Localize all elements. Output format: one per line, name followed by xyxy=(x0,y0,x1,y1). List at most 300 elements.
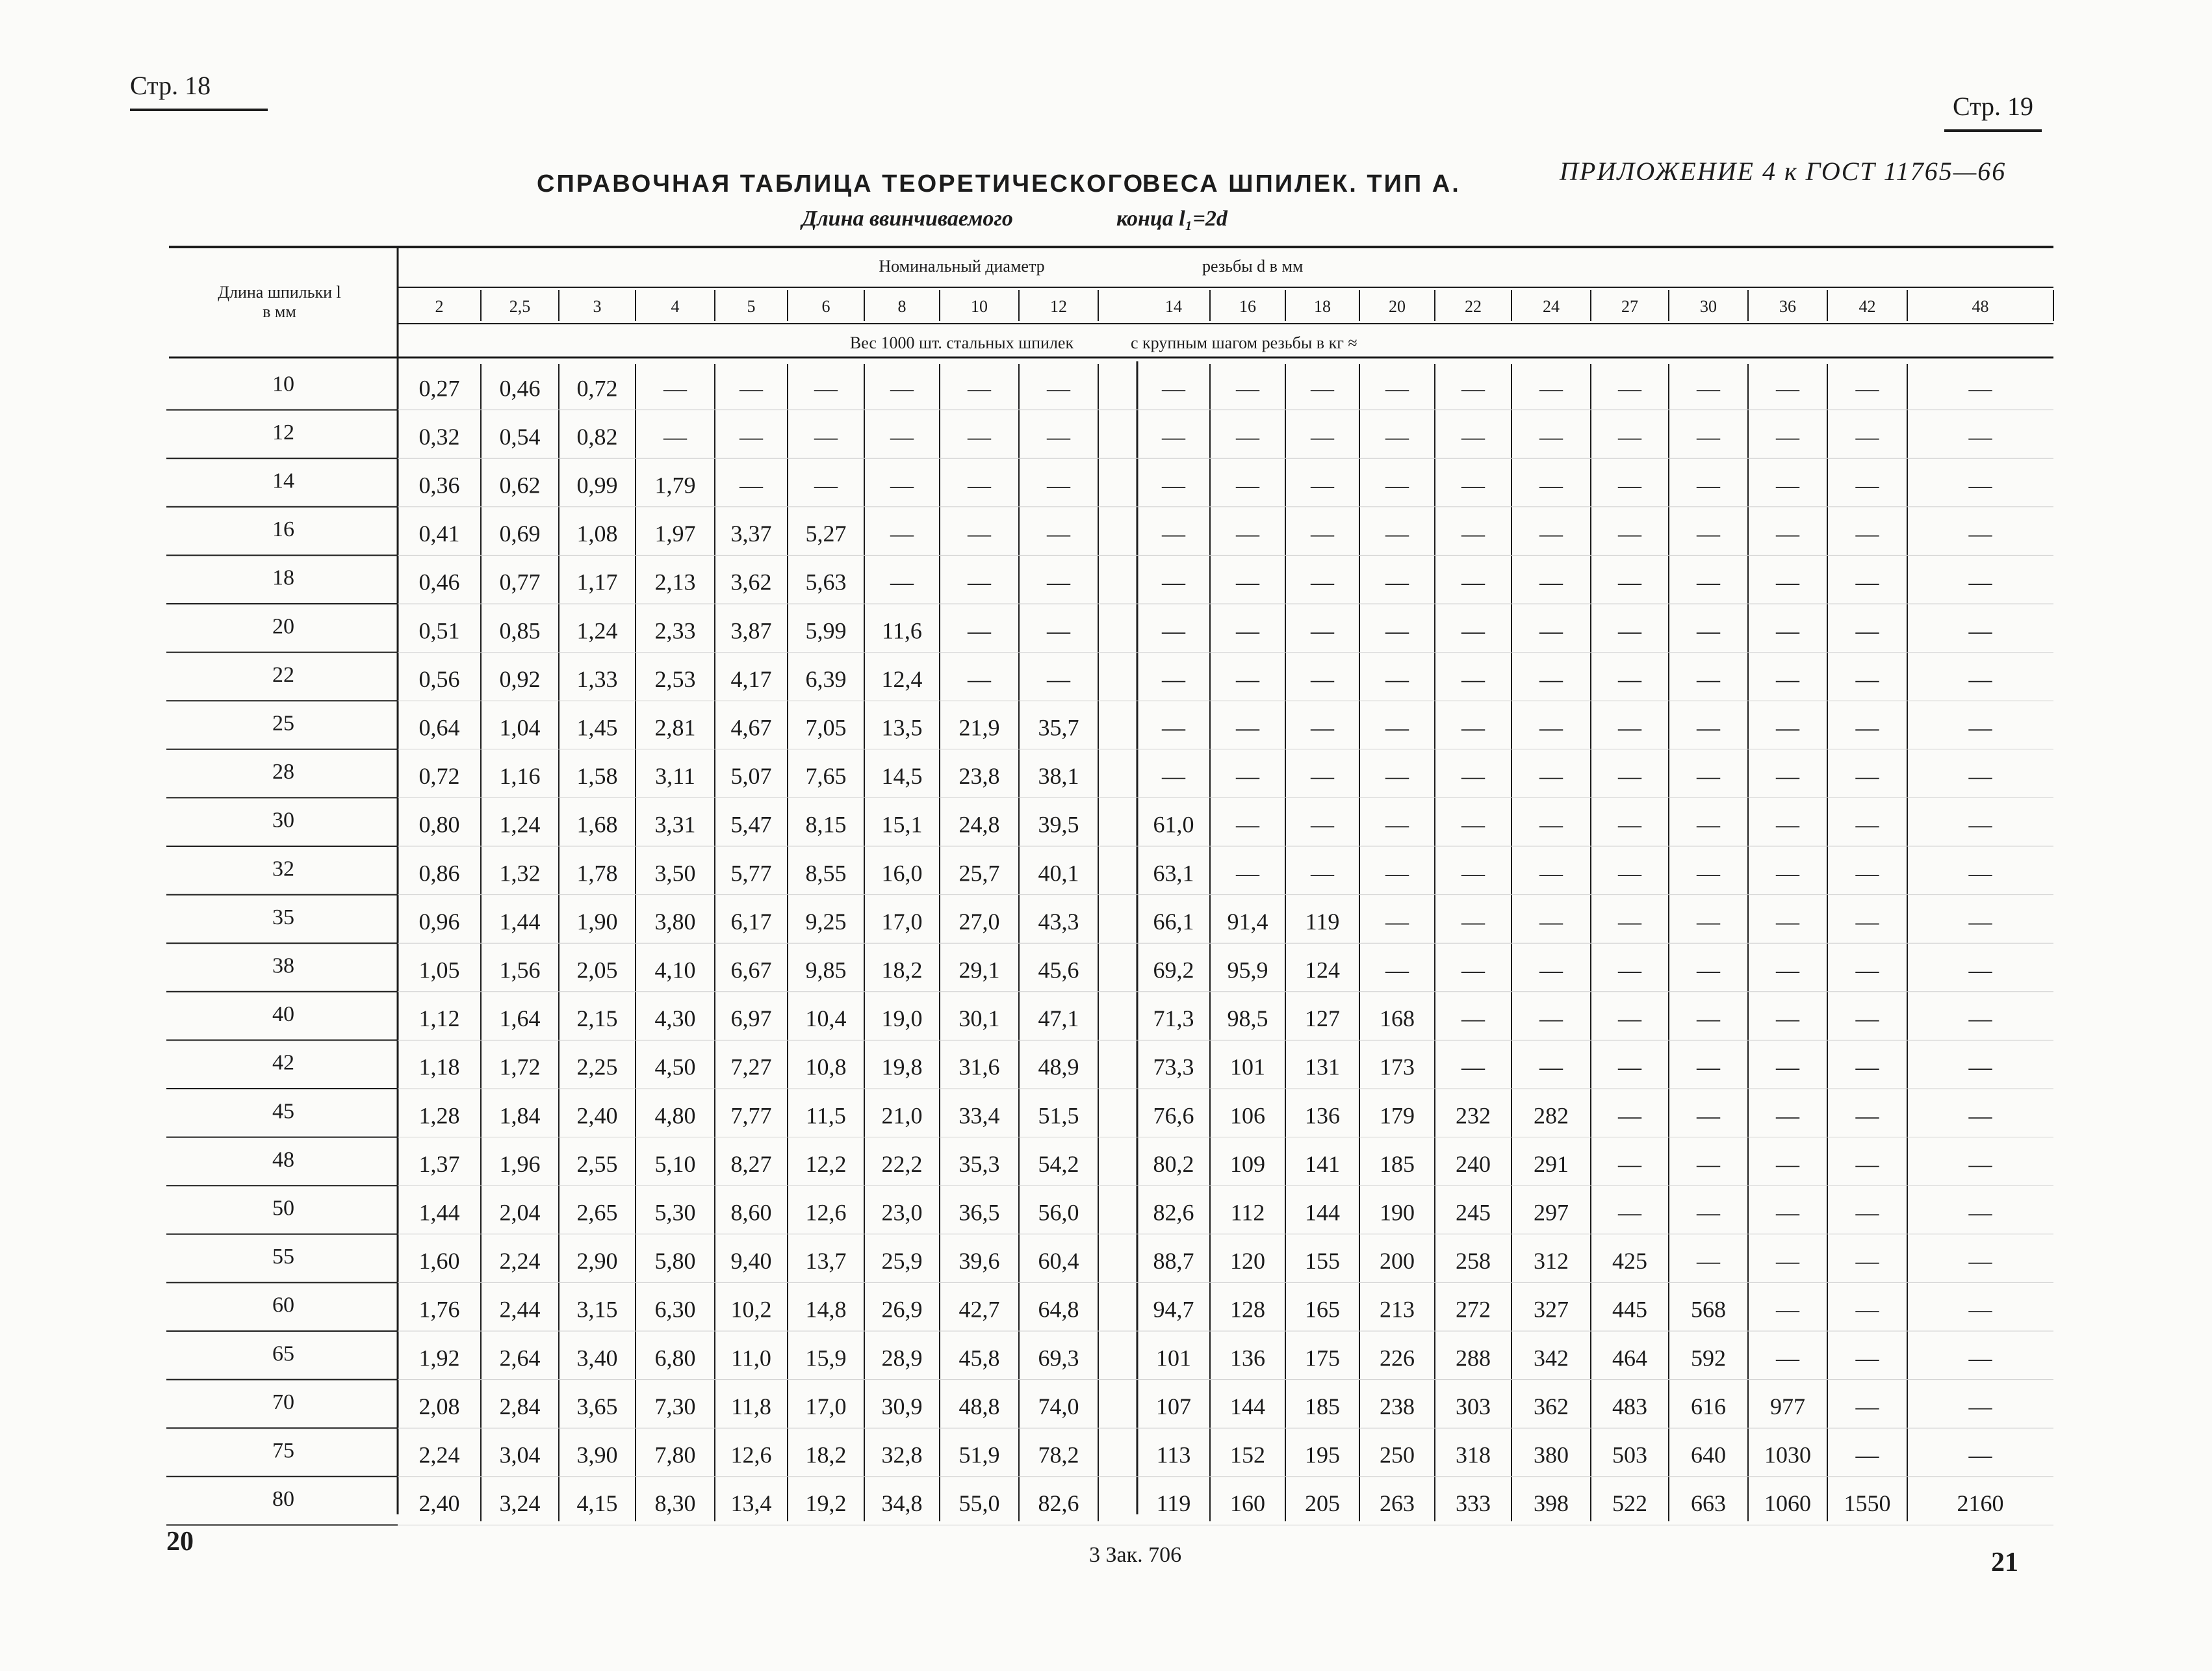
table-cell: 1550 xyxy=(1844,1490,1891,1517)
table-cell: 0,72 xyxy=(418,763,460,790)
table-cell: — xyxy=(1236,811,1259,838)
table-cell: 26,9 xyxy=(881,1296,923,1323)
table-cell: — xyxy=(1776,1345,1799,1371)
table-cell: — xyxy=(968,617,991,644)
table-cell: — xyxy=(663,423,687,450)
table-cell: 362 xyxy=(1534,1393,1569,1419)
table-cell: — xyxy=(1461,666,1485,692)
table-cell: 82,6 xyxy=(1038,1490,1079,1517)
table-cell: — xyxy=(1855,1005,1879,1032)
table-cell: — xyxy=(1618,1005,1641,1032)
table-cell: — xyxy=(739,423,763,450)
table-cell: — xyxy=(1385,763,1409,790)
table-cell: — xyxy=(1776,1150,1799,1177)
table-subtitle-part2: конца l₁=2d xyxy=(1116,207,1228,231)
table-cell: — xyxy=(1855,714,1879,741)
table-cell: 2,44 xyxy=(499,1296,541,1323)
table-cell: 1,56 xyxy=(499,957,541,983)
table-cell: 0,54 xyxy=(499,423,541,450)
diameter-header: 4 xyxy=(671,297,680,316)
table-cell: 1,84 xyxy=(499,1102,541,1129)
table-cell: — xyxy=(1855,666,1879,692)
table-cell: — xyxy=(1968,375,1992,402)
table-cell: 8,55 xyxy=(805,860,847,887)
table-cell: — xyxy=(1311,714,1334,741)
table-cell: — xyxy=(890,569,914,595)
table-cell: — xyxy=(1855,957,1879,983)
diameter-header: 12 xyxy=(1050,297,1067,316)
table-cell: 1,97 xyxy=(654,521,696,547)
table-cell: 5,47 xyxy=(730,811,772,838)
table-cell: — xyxy=(1539,860,1563,887)
table-cell: 1,37 xyxy=(418,1150,460,1177)
table-cell: 5,99 xyxy=(805,617,847,644)
diameter-header: 22 xyxy=(1465,297,1482,316)
table-cell: — xyxy=(1539,472,1563,499)
table-cell: — xyxy=(1162,714,1185,741)
table-cell: — xyxy=(1539,569,1563,595)
diameter-header: 3 xyxy=(593,297,602,316)
table-cell: — xyxy=(1697,714,1720,741)
table-cell: — xyxy=(1618,1150,1641,1177)
table-cell: — xyxy=(1776,908,1799,935)
table-cell: — xyxy=(968,521,991,547)
table-cell: 0,56 xyxy=(418,666,460,692)
table-cell: 1,18 xyxy=(418,1054,460,1080)
table-cell: 0,41 xyxy=(418,521,460,547)
table-cell: — xyxy=(1385,811,1409,838)
table-cell: — xyxy=(1539,714,1563,741)
table-cell: 2,15 xyxy=(576,1005,618,1032)
table-cell: 3,15 xyxy=(576,1296,618,1323)
table-cell: 91,4 xyxy=(1227,908,1268,935)
table-cell: 1,92 xyxy=(418,1345,460,1371)
table-cell: 76,6 xyxy=(1153,1102,1194,1129)
table-cell: 30,9 xyxy=(881,1393,923,1419)
diameter-header: 48 xyxy=(1972,297,1989,316)
table-cell: — xyxy=(1697,1102,1720,1129)
table-cell: 4,10 xyxy=(654,957,696,983)
table-cell: 32,8 xyxy=(881,1442,923,1468)
table-cell: 2160 xyxy=(1957,1490,2004,1517)
table-cell: — xyxy=(1539,957,1563,983)
table-cell: 2,33 xyxy=(654,617,696,644)
table-cell: — xyxy=(1539,666,1563,692)
table-cell: 4,50 xyxy=(654,1054,696,1080)
table-cell: — xyxy=(1618,860,1641,887)
table-cell: — xyxy=(1776,1102,1799,1129)
table-cell: 5,30 xyxy=(654,1199,696,1226)
table-cell: — xyxy=(1855,423,1879,450)
table-cell: 327 xyxy=(1534,1296,1569,1323)
diameter-header: 18 xyxy=(1314,297,1331,316)
table-cell: 13,7 xyxy=(805,1248,847,1275)
table-cell: — xyxy=(1697,569,1720,595)
row-header-line1: Длина шпильки l xyxy=(218,283,341,302)
table-cell: — xyxy=(1461,908,1485,935)
table-cell: 0,99 xyxy=(576,472,618,499)
table-cell: 168 xyxy=(1380,1005,1415,1032)
table-cell: 232 xyxy=(1456,1102,1491,1129)
table-cell: 1,33 xyxy=(576,666,618,692)
table-cell: — xyxy=(1047,617,1070,644)
table-cell: — xyxy=(1855,617,1879,644)
table-cell: — xyxy=(1855,1248,1879,1275)
table-cell: 119 xyxy=(1156,1490,1191,1517)
table-cell: — xyxy=(1968,1442,1992,1468)
table-cell: — xyxy=(1776,1054,1799,1080)
table-cell: 39,5 xyxy=(1038,811,1079,838)
table-cell: 112 xyxy=(1230,1199,1265,1226)
table-cell: 3,11 xyxy=(655,763,695,790)
table-cell: — xyxy=(1047,472,1070,499)
table-cell: 152 xyxy=(1230,1442,1265,1468)
table-cell: 7,30 xyxy=(654,1393,696,1419)
table-cell: 27,0 xyxy=(958,908,1000,935)
table-cell: — xyxy=(1968,860,1992,887)
table-cell: 7,05 xyxy=(805,714,847,741)
table-cell: 0,62 xyxy=(499,472,541,499)
table-cell: — xyxy=(1968,714,1992,741)
table-cell: 291 xyxy=(1534,1150,1569,1177)
table-cell: — xyxy=(1968,569,1992,595)
table-cell: 2,05 xyxy=(576,957,618,983)
table-cell: 1,08 xyxy=(576,521,618,547)
table-cell: 2,24 xyxy=(499,1248,541,1275)
table-cell: — xyxy=(1385,860,1409,887)
table-cell: — xyxy=(1968,1393,1992,1419)
table-cell: 82,6 xyxy=(1153,1199,1194,1226)
table-cell: 66,1 xyxy=(1153,908,1194,935)
table-cell: 15,1 xyxy=(881,811,923,838)
table-cell: — xyxy=(1385,375,1409,402)
table-cell: 0,64 xyxy=(418,714,460,741)
diameter-header: 30 xyxy=(1700,297,1717,316)
table-cell: 1,96 xyxy=(499,1150,541,1177)
table-cell: 144 xyxy=(1230,1393,1265,1419)
table-cell: 0,69 xyxy=(499,521,541,547)
table-cell: 195 xyxy=(1305,1442,1340,1468)
table-cell: 94,7 xyxy=(1153,1296,1194,1323)
table-cell: — xyxy=(1618,908,1641,935)
table-cell: 2,40 xyxy=(576,1102,618,1129)
table-cell: 144 xyxy=(1305,1199,1340,1226)
diameter-header: 2,5 xyxy=(509,297,531,316)
table-cell: 12,4 xyxy=(881,666,923,692)
table-cell: 0,36 xyxy=(418,472,460,499)
table-cell: — xyxy=(1697,1150,1720,1177)
table-cell: 4,17 xyxy=(730,666,772,692)
stud-length: 50 xyxy=(272,1196,294,1221)
table-cell: 3,50 xyxy=(654,860,696,887)
right-page-label: Стр. 19 xyxy=(1944,91,2042,132)
table-cell: 0,46 xyxy=(499,375,541,402)
stud-length: 38 xyxy=(272,953,294,978)
table-cell: — xyxy=(1618,666,1641,692)
table-cell: 3,31 xyxy=(654,811,696,838)
table-cell: 1,32 xyxy=(499,860,541,887)
table-cell: — xyxy=(1697,908,1720,935)
table-cell: 3,37 xyxy=(730,521,772,547)
table-cell: — xyxy=(1618,957,1641,983)
table-cell: — xyxy=(1461,763,1485,790)
table-cell: 17,0 xyxy=(881,908,923,935)
table-cell: 120 xyxy=(1230,1248,1265,1275)
table-cell: — xyxy=(890,423,914,450)
table-cell: 12,6 xyxy=(805,1199,847,1226)
unit-header-left: Вес 1000 шт. стальных шпилек xyxy=(849,333,1074,352)
table-cell: 23,8 xyxy=(958,763,1000,790)
table-cell: 0,96 xyxy=(418,908,460,935)
table-cell: — xyxy=(1776,714,1799,741)
table-cell: 31,6 xyxy=(958,1054,1000,1080)
table-cell: 42,7 xyxy=(958,1296,1000,1323)
table-cell: — xyxy=(1236,423,1259,450)
table-cell: 333 xyxy=(1456,1490,1491,1517)
table-cell: — xyxy=(1236,763,1259,790)
table-subtitle-part1: Длина ввинчиваемого xyxy=(802,207,1013,231)
table-cell: — xyxy=(1855,860,1879,887)
group-header-left: Номинальный диаметр xyxy=(879,257,1045,276)
table-cell: 2,08 xyxy=(418,1393,460,1419)
table-cell: — xyxy=(1461,617,1485,644)
table-cell: — xyxy=(1776,569,1799,595)
table-cell: — xyxy=(1539,1005,1563,1032)
table-cell: 6,17 xyxy=(730,908,772,935)
table-cell: — xyxy=(968,569,991,595)
table-cell: — xyxy=(1968,423,1992,450)
stud-length: 18 xyxy=(272,565,294,590)
table-cell: — xyxy=(1968,1150,1992,1177)
table-cell: 7,65 xyxy=(805,763,847,790)
table-cell: — xyxy=(1461,521,1485,547)
table-cell: 124 xyxy=(1305,957,1340,983)
table-cell: — xyxy=(1618,521,1641,547)
table-cell: — xyxy=(1236,569,1259,595)
table-cell: — xyxy=(1162,472,1185,499)
table-cell: — xyxy=(1539,375,1563,402)
table-cell: 4,30 xyxy=(654,1005,696,1032)
table-cell: 18,2 xyxy=(881,957,923,983)
table-cell: 10,4 xyxy=(805,1005,847,1032)
table-cell: 0,86 xyxy=(418,860,460,887)
table-cell: 101 xyxy=(1230,1054,1265,1080)
table-cell: — xyxy=(739,472,763,499)
table-cell: 0,77 xyxy=(499,569,541,595)
table-cell: 3,80 xyxy=(654,908,696,935)
table-cell: — xyxy=(1697,472,1720,499)
table-cell: 128 xyxy=(1230,1296,1265,1323)
table-cell: — xyxy=(1968,666,1992,692)
stud-length: 42 xyxy=(272,1050,294,1075)
table-cell: 7,77 xyxy=(730,1102,772,1129)
table-cell: 1,16 xyxy=(499,763,541,790)
table-cell: 568 xyxy=(1691,1296,1726,1323)
table-cell: 19,2 xyxy=(805,1490,847,1517)
table-cell: 64,8 xyxy=(1038,1296,1079,1323)
table-cell: — xyxy=(1162,569,1185,595)
table-cell: 9,40 xyxy=(730,1248,772,1275)
table-cell: 3,40 xyxy=(576,1345,618,1371)
table-cell: 2,65 xyxy=(576,1199,618,1226)
table-cell: 4,67 xyxy=(730,714,772,741)
table-cell: 8,60 xyxy=(730,1199,772,1226)
table-cell: 11,8 xyxy=(731,1393,771,1419)
table-cell: 245 xyxy=(1456,1199,1491,1226)
table-cell: — xyxy=(1697,1199,1720,1226)
table-cell: — xyxy=(814,423,838,450)
table-cell: — xyxy=(1311,666,1334,692)
table-cell: 25,9 xyxy=(881,1248,923,1275)
table-cell: 16,0 xyxy=(881,860,923,887)
table-cell: 380 xyxy=(1534,1442,1569,1468)
table-cell: — xyxy=(1539,908,1563,935)
table-cell: 464 xyxy=(1612,1345,1647,1371)
table-cell: — xyxy=(1855,472,1879,499)
table-cell: 106 xyxy=(1230,1102,1265,1129)
table-cell: — xyxy=(1855,1054,1879,1080)
table-cell: — xyxy=(1776,423,1799,450)
table-cell: 1,60 xyxy=(418,1248,460,1275)
table-cell: 179 xyxy=(1380,1102,1415,1129)
table-cell: — xyxy=(1461,569,1485,595)
table-cell: — xyxy=(1539,423,1563,450)
table-cell: 173 xyxy=(1380,1054,1415,1080)
table-cell: 43,3 xyxy=(1038,908,1079,935)
table-cell: — xyxy=(1618,617,1641,644)
table-cell: 113 xyxy=(1156,1442,1191,1468)
table-cell: 101 xyxy=(1156,1345,1191,1371)
stud-length: 40 xyxy=(272,1002,294,1027)
table-cell: — xyxy=(1855,1296,1879,1323)
table-cell: — xyxy=(1461,375,1485,402)
table-cell: — xyxy=(1385,521,1409,547)
table-cell: — xyxy=(1776,957,1799,983)
diameter-header: 8 xyxy=(897,297,907,316)
table-cell: 88,7 xyxy=(1153,1248,1194,1275)
table-cell: 8,30 xyxy=(654,1490,696,1517)
stud-length: 14 xyxy=(272,469,294,493)
table-cell: — xyxy=(1162,375,1185,402)
table-cell: — xyxy=(1311,617,1334,644)
table-cell: 69,3 xyxy=(1038,1345,1079,1371)
table-cell: — xyxy=(1236,375,1259,402)
table-cell: — xyxy=(890,472,914,499)
table-cell: — xyxy=(1618,423,1641,450)
table-cell: 35,3 xyxy=(958,1150,1000,1177)
table-cell: — xyxy=(1461,1054,1485,1080)
table-cell: — xyxy=(1855,763,1879,790)
diameter-header: 2 xyxy=(435,297,444,316)
table-cell: — xyxy=(1618,1054,1641,1080)
table-cell: 55,0 xyxy=(958,1490,1000,1517)
table-cell: 205 xyxy=(1305,1490,1340,1517)
table-cell: 11,5 xyxy=(806,1102,846,1129)
table-cell: — xyxy=(1539,617,1563,644)
diameter-header: 24 xyxy=(1543,297,1560,316)
table-cell: — xyxy=(890,521,914,547)
table-cell: — xyxy=(1697,763,1720,790)
table-cell: — xyxy=(1855,521,1879,547)
table-cell: — xyxy=(1236,617,1259,644)
table-cell: 6,30 xyxy=(654,1296,696,1323)
table-cell: 45,8 xyxy=(958,1345,1000,1371)
table-cell: 63,1 xyxy=(1153,860,1194,887)
table-cell: — xyxy=(1385,617,1409,644)
table-cell: — xyxy=(1968,1296,1992,1323)
table-cell: — xyxy=(1162,423,1185,450)
table-cell: — xyxy=(1236,666,1259,692)
table-cell: 155 xyxy=(1305,1248,1340,1275)
table-cell: 1,58 xyxy=(576,763,618,790)
table-cell: — xyxy=(1697,1248,1720,1275)
table-cell: — xyxy=(1855,1199,1879,1226)
table-cell: — xyxy=(1539,811,1563,838)
table-cell: — xyxy=(1618,1199,1641,1226)
table-cell: 1060 xyxy=(1764,1490,1811,1517)
table-cell: — xyxy=(1618,714,1641,741)
table-cell: — xyxy=(1311,763,1334,790)
table-cell: — xyxy=(968,375,991,402)
table-cell: 1,05 xyxy=(418,957,460,983)
table-cell: 303 xyxy=(1456,1393,1491,1419)
table-cell: — xyxy=(1047,521,1070,547)
table-cell: 51,9 xyxy=(958,1442,1000,1468)
table-cell: — xyxy=(1776,521,1799,547)
table-cell: 2,55 xyxy=(576,1150,618,1177)
unit-header-right: с крупным шагом резьбы в кг ≈ xyxy=(1131,333,1357,352)
table-cell: — xyxy=(814,375,838,402)
table-cell: 190 xyxy=(1380,1199,1415,1226)
table-cell: — xyxy=(1776,375,1799,402)
table-cell: — xyxy=(1776,1199,1799,1226)
table-cell: 48,8 xyxy=(958,1393,1000,1419)
table-cell: 12,6 xyxy=(730,1442,772,1468)
table-cell: — xyxy=(1776,1296,1799,1323)
table-cell: — xyxy=(1539,1054,1563,1080)
table-cell: — xyxy=(1776,811,1799,838)
table-cell: 74,0 xyxy=(1038,1393,1079,1419)
stud-length: 20 xyxy=(272,614,294,639)
stud-length: 35 xyxy=(272,905,294,929)
table-cell: 5,77 xyxy=(730,860,772,887)
table-cell: 3,87 xyxy=(730,617,772,644)
table-cell: 3,65 xyxy=(576,1393,618,1419)
table-cell: — xyxy=(1776,1248,1799,1275)
table-cell: 1,90 xyxy=(576,908,618,935)
table-cell: — xyxy=(1047,423,1070,450)
table-cell: 136 xyxy=(1230,1345,1265,1371)
table-cell: 663 xyxy=(1691,1490,1726,1517)
signature-mark: 3 Зак. 706 xyxy=(1089,1543,1182,1567)
table-cell: 1,72 xyxy=(499,1054,541,1080)
table-cell: 71,3 xyxy=(1153,1005,1194,1032)
table-cell: 425 xyxy=(1612,1248,1647,1275)
table-cell: 80,2 xyxy=(1153,1150,1194,1177)
table-cell: — xyxy=(1968,957,1992,983)
table-cell: — xyxy=(1968,1005,1992,1032)
table-cell: — xyxy=(1855,1345,1879,1371)
table-cell: 342 xyxy=(1534,1345,1569,1371)
table-cell: 78,2 xyxy=(1038,1442,1079,1468)
table-title-part1: СПРАВОЧНАЯ ТАБЛИЦА ТЕОРЕТИЧЕСКОГО xyxy=(537,170,1145,198)
table-cell: — xyxy=(1776,617,1799,644)
table-cell: 3,62 xyxy=(730,569,772,595)
stud-length: 70 xyxy=(272,1390,294,1414)
table-cell: 5,80 xyxy=(654,1248,696,1275)
table-cell: — xyxy=(1776,666,1799,692)
stud-length: 60 xyxy=(272,1293,294,1317)
